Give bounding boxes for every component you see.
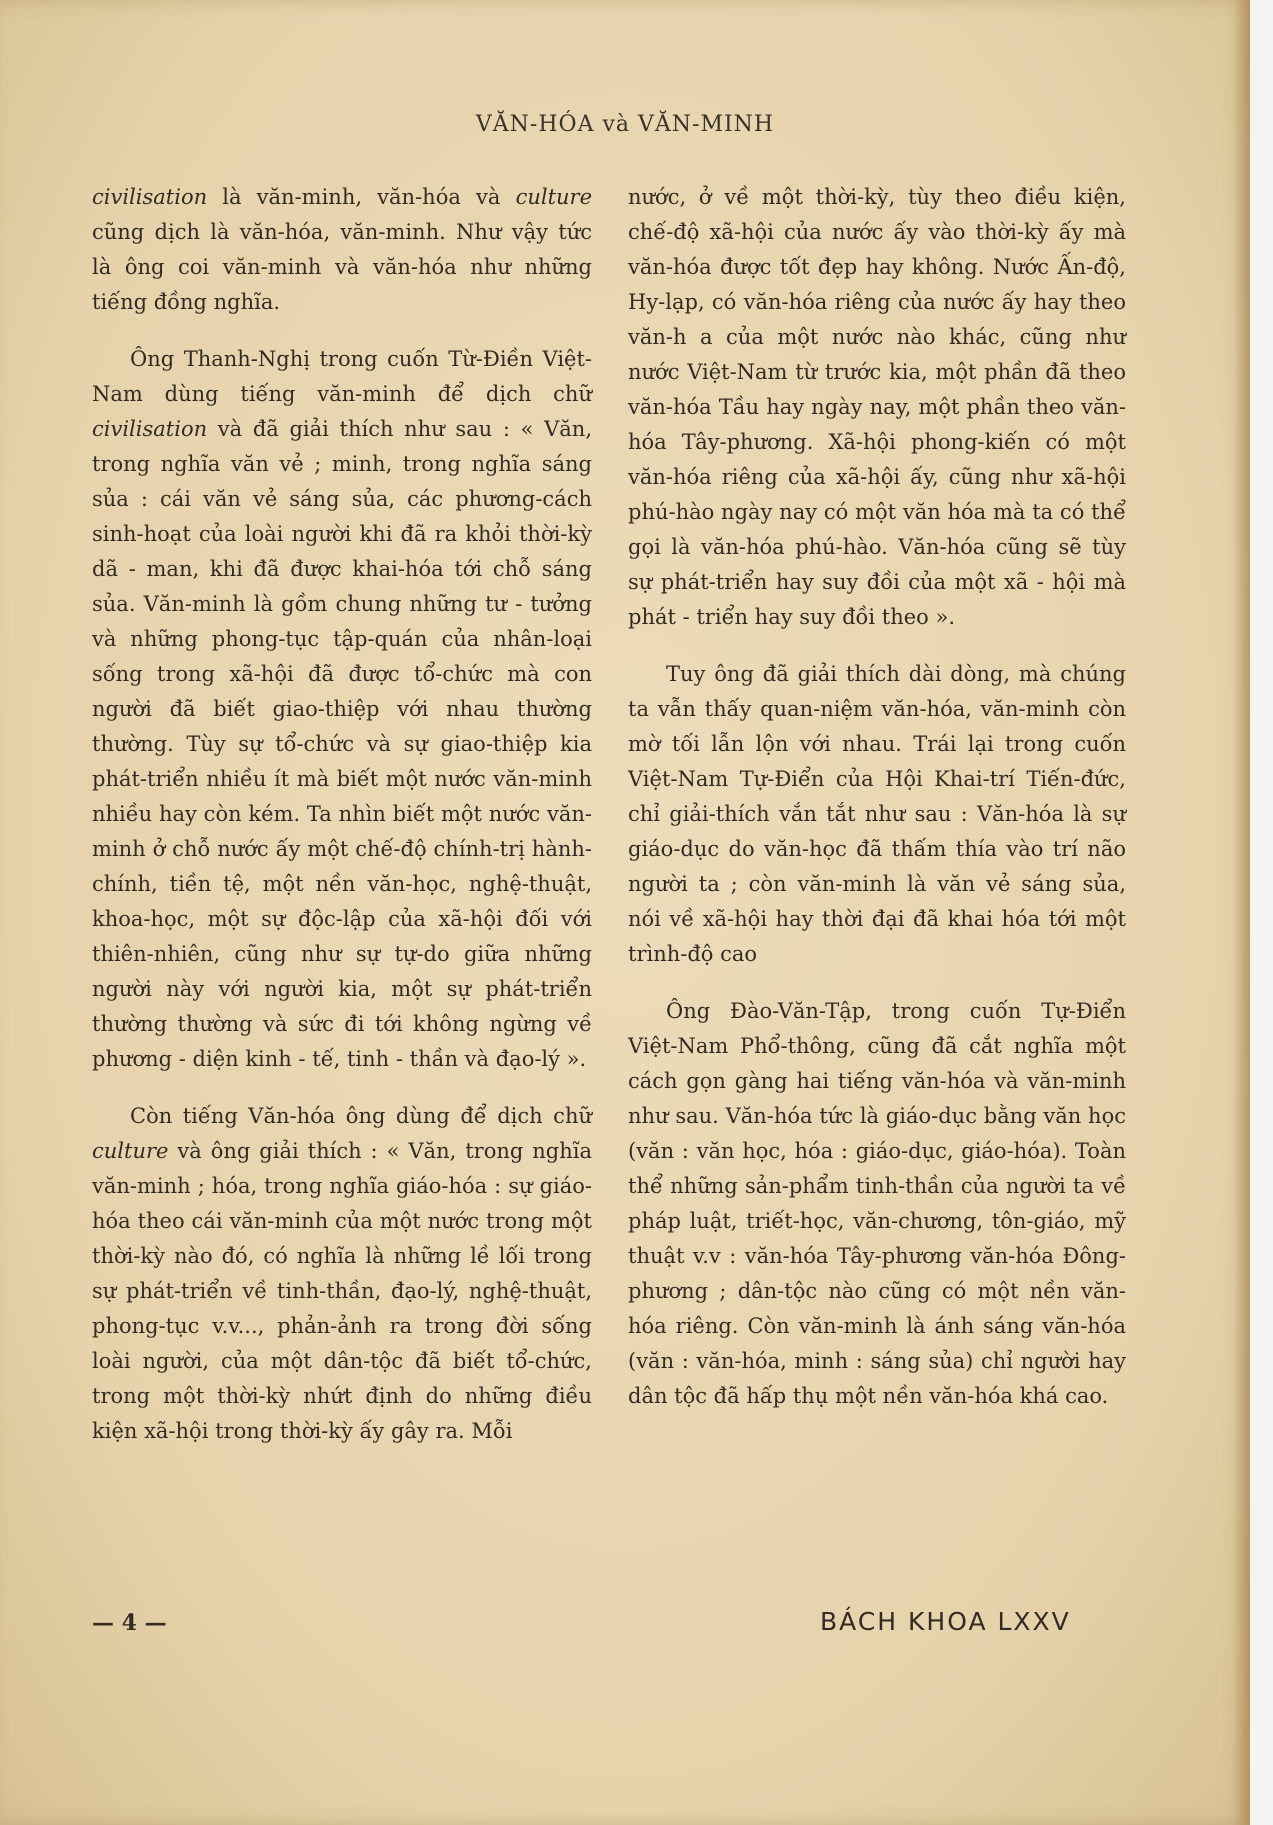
text-run: là văn-minh, văn-hóa và — [207, 185, 516, 209]
italic-term: civilisation — [92, 185, 208, 209]
paragraph: Tuy ông đã giải thích dài dòng, mà chúng ta vẫn thấy quan-niệm văn-hóa, văn-minh còn mờ tối lẫn lộn với nhau. Trái lại trong cuốn Việt-Nam Tự-Điển của Hội Khai-trí Tiến-đức, chỉ giải-thích vắn tắt như sau : Văn-hóa là sự giáo-dục do văn-học đã thấm thía vào trí não người ta ; còn văn-minh là văn vẻ sáng sủa, nói về xã-hội hay thời đại đã khai hóa tới một trình-độ cao — [628, 662, 1126, 966]
text-run: và đã giải thích như sau : « Văn, trong nghĩa văn vẻ ; minh, trong nghĩa sáng sủa : cái văn vẻ sáng sủa, các phương-cách sinh-hoạt của loài người khi đã ra khỏi thời-kỳ dã - man, khi đã được khai-hóa tới chỗ sáng sủa. Văn-minh là gồm chung những tư - tưởng và những phong-tục tập-quán của nhân-loại sống trong xã-hội đã được tổ-chức mà con người đã biết giao-thiệp với nhau thường thường. Tùy sự tổ-chức và sự giao-thiệp kia phát-triển nhiều ít mà biết một nước văn-minh nhiều hay còn kém. Ta nhìn biết một nước văn-minh ở chỗ nước ấy một chế-độ chính-trị hành-chính, tiền tệ, một nền văn-học, nghệ-thuật, khoa-học, một sự độc-lập của xã-hội đối với thiên-nhiên, cũng như sự tự-do giữa những người này với người kia, một sự phát-triển thường thường và sức đi tới không ngừng về phương - diện kinh - tế, tinh - thần và đạo-lý ». — [92, 417, 592, 1071]
italic-term: civilisation — [92, 417, 208, 441]
page-number: — 4 — — [92, 1610, 167, 1636]
text-run: và ông giải thích : « Văn, trong nghĩa văn-minh ; hóa, trong nghĩa giáo-hóa : sự giáo-hóa theo cái văn-minh của một nước trong một thời-kỳ nào đó, có nghĩa là những lề lối trong sự phát-triển về tinh-thần, đạo-lý, nghệ-thuật, phong-tục v.v..., phản-ảnh ra trong đời sống loài người, của một dân-tộc đã biết tổ-chức, trong một thời-kỳ nhứt định do những điều kiện xã-hội trong thời-kỳ ấy gây ra. Mỗi — [92, 1139, 592, 1443]
paragraph — [92, 1099, 592, 1449]
text-run: Còn tiếng Văn-hóa ông dùng để dịch chữ — [130, 1104, 592, 1128]
publication-title: BÁCH KHOA LXXV — [820, 1607, 1071, 1636]
running-header: VĂN-HÓA và VĂN-MINH — [475, 112, 775, 137]
paragraph: Ông Đào-Văn-Tập, trong cuốn Tự-Điển Việt-Nam Phổ-thông, cũng đã cắt nghĩa một cách gọn gàng hai tiếng văn-hóa và văn-minh như sau. Văn-hóa tức là giáo-dục bằng văn học (văn : văn học, hóa : giáo-dục, giáo-hóa). Toàn thể những sản-phẩm tinh-thần của người ta về pháp luật, triết-học, văn-chương, tôn-giáo, mỹ thuật v.v : văn-hóa Tây-phương văn-hóa Đông-phương ; dân-tộc nào cũng có một nền văn-hóa riêng. Còn văn-minh là ánh sáng văn-hóa (văn : văn-hóa, minh : sáng sủa) chỉ người hay dân tộc đã hấp thụ một nền văn-hóa khá cao. — [628, 999, 1126, 1408]
left-column — [92, 180, 592, 1471]
text-run: Ông Thanh-Nghị trong cuốn Từ-Điền Việt-Nam dùng tiếng văn-minh để dịch chữ — [92, 347, 592, 406]
paragraph — [92, 342, 592, 1077]
page-edge-shadow — [1234, 0, 1250, 1825]
right-column — [628, 180, 1126, 1436]
paragraph: nước, ở về một thời-kỳ, tùy theo điều kiện, chế-độ xã-hội của nước ấy vào thời-kỳ ấy mà văn-hóa được tốt đẹp hay không. Nước Ấn-độ, Hy-lạp, có văn-hóa riêng của nước ấy hay theo văn-h a của một nước nào khác, cũng như nước Việt-Nam từ trước kia, một phần đã theo văn-hóa Tầu hay ngày nay, một phần theo văn-hóa Tây-phương. Xã-hội phong-kiến có một văn-hóa riêng của xã-hội ấy, cũng như xã-hội phú-hào ngày nay có một văn hóa mà ta có thể gọi là văn-hóa phú-hào. Văn-hóa cũng sẽ tùy sự phát-triển hay suy đồi của một xã - hội mà phát - triển hay suy đồi theo ». — [628, 185, 1126, 629]
italic-term: culture — [92, 1139, 169, 1163]
text-run: cũng dịch là văn-hóa, văn-minh. Như vậy tức là ông coi văn-minh và văn-hóa như những tiếng đồng nghĩa. — [92, 220, 592, 314]
italic-term: culture — [515, 185, 592, 209]
paragraph — [92, 180, 592, 320]
